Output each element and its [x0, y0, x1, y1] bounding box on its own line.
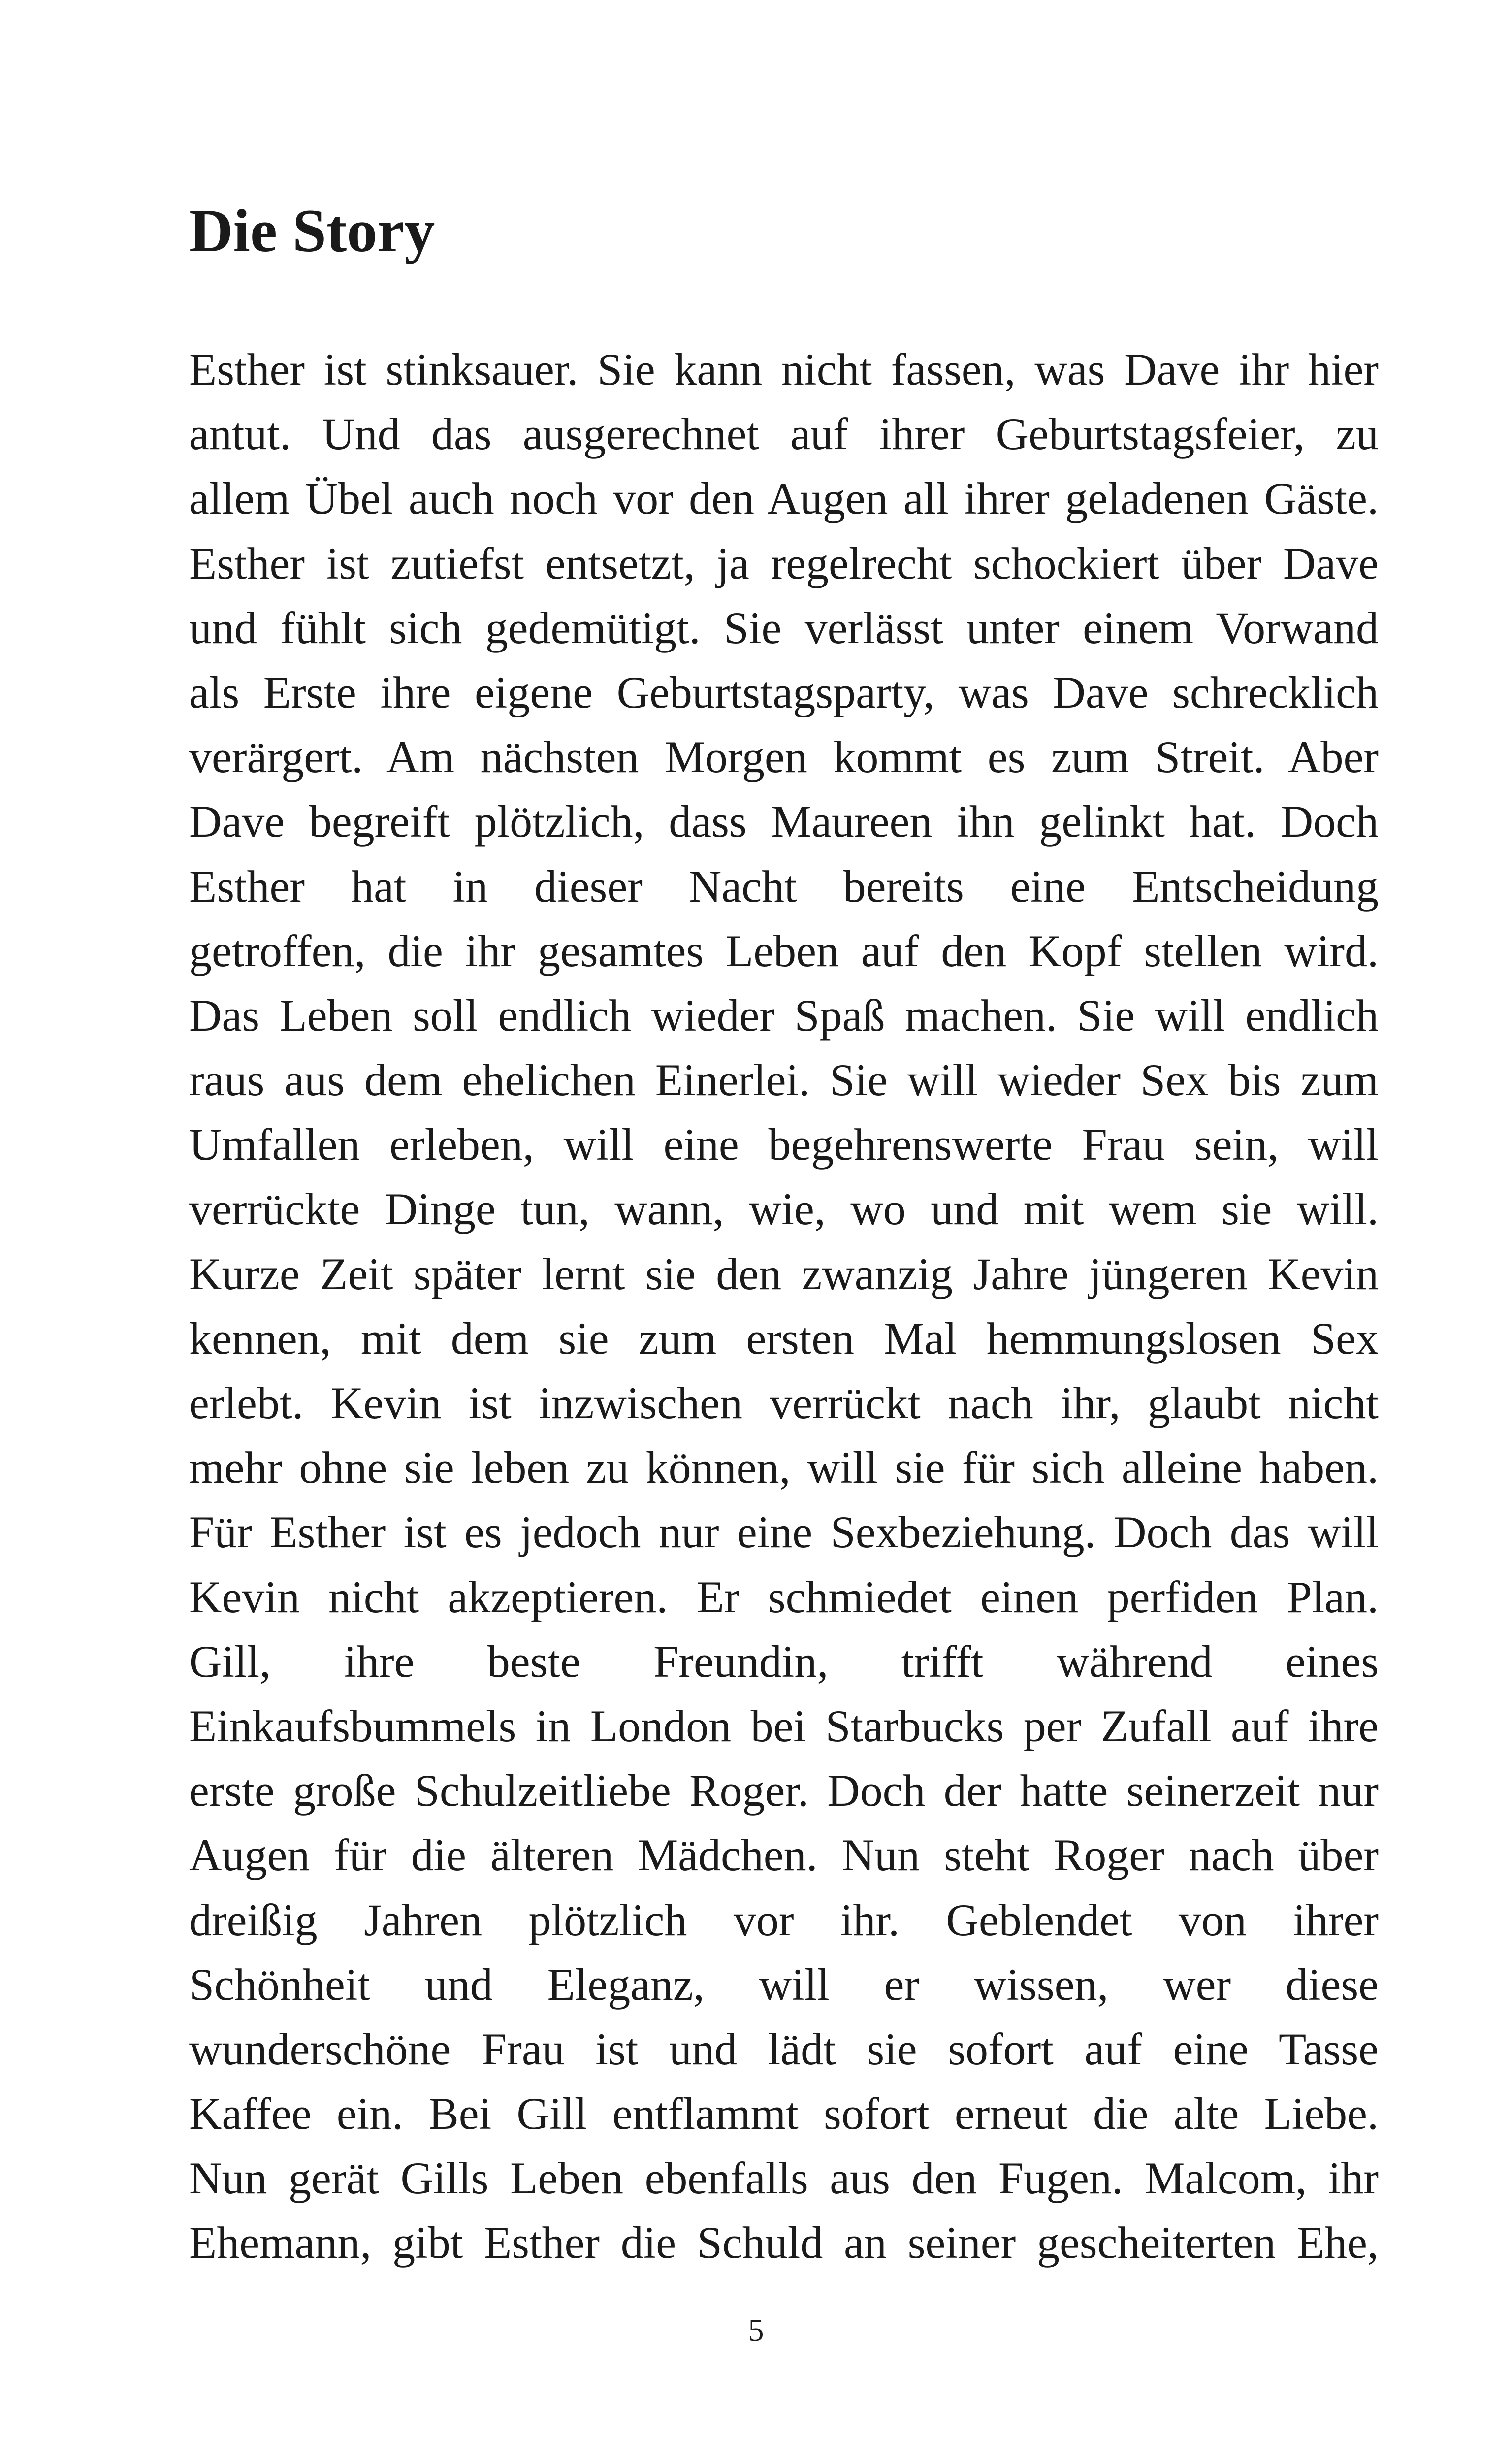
text-line: Esther hat in dieser Nacht bereits eine Entscheidung — [189, 861, 1379, 912]
body-text — [189, 337, 1379, 2276]
text-line: Für Esther ist es jedoch nur eine Sexbeziehung. Doch das will — [189, 1507, 1379, 1558]
text-line: antut. Und das ausgerechnet auf ihrer Geburtstagsfeier, zu — [189, 409, 1379, 459]
text-line: raus aus dem ehelichen Einerlei. Sie will wieder Sex bis zum — [189, 1055, 1379, 1106]
text-line: erlebt. Kevin ist inzwischen verrückt nach ihr, glaubt nicht — [189, 1378, 1379, 1428]
text-line: Gill, ihre beste Freundin, trifft während eines — [189, 1636, 1379, 1687]
page-number: 5 — [748, 2313, 764, 2347]
text-line: mehr ohne sie leben zu können, will sie für sich alleine haben. — [189, 1442, 1379, 1493]
text-line: Kevin nicht akzeptieren. Er schmiedet einen perfiden Plan. — [189, 1571, 1379, 1622]
text-line: getroffen, die ihr gesamtes Leben auf den Kopf stellen wird. — [189, 925, 1379, 976]
text-line: allem Übel auch noch vor den Augen all ihrer geladenen Gäste. — [189, 473, 1379, 524]
text-line: kennen, mit dem sie zum ersten Mal hemmungslosen Sex — [189, 1313, 1379, 1364]
text-line: verärgert. Am nächsten Morgen kommt es zum Streit. Aber — [189, 732, 1379, 782]
text-line: Ehemann, gibt Esther die Schuld an seiner gescheiterten Ehe, — [189, 2217, 1379, 2268]
text-line: als Erste ihre eigene Geburtstagsparty, was Dave schrecklich — [189, 667, 1379, 717]
text-line: Dave begreift plötzlich, dass Maureen ihn gelinkt hat. Doch — [189, 796, 1379, 847]
text-line: verrückte Dinge tun, wann, wie, wo und mit wem sie will. — [189, 1184, 1379, 1235]
text-line: und fühlt sich gedemütigt. Sie verlässt unter einem Vorwand — [189, 602, 1379, 653]
text-line: wunderschöne Frau ist und lädt sie sofort auf eine Tasse — [189, 2023, 1379, 2074]
text-line: erste große Schulzeitliebe Roger. Doch der hatte seinerzeit nur — [189, 1765, 1379, 1816]
text-line: Nun gerät Gills Leben ebenfalls aus den Fugen. Malcom, ihr — [189, 2153, 1379, 2204]
text-line: Schönheit und Eleganz, will er wissen, wer diese — [189, 1959, 1379, 2010]
text-line: Einkaufsbummels in London bei Starbucks per Zufall auf ihre — [189, 1700, 1379, 1751]
text-line: Esther ist zutiefst entsetzt, ja regelrecht schockiert über Dave — [189, 538, 1379, 588]
chapter-heading: Die Story — [189, 197, 435, 264]
text-line: Kurze Zeit später lernt sie den zwanzig Jahre jüngeren Kevin — [189, 1248, 1379, 1299]
text-line: Das Leben soll endlich wieder Spaß machen. Sie will endlich — [189, 990, 1379, 1041]
text-line: Augen für die älteren Mädchen. Nun steht Roger nach über — [189, 1830, 1379, 1881]
text-line: dreißig Jahren plötzlich vor ihr. Geblendet von ihrer — [189, 1894, 1379, 1945]
text-line: Kaffee ein. Bei Gill entflammt sofort erneut die alte Liebe. — [189, 2088, 1379, 2139]
text-line: Esther ist stinksauer. Sie kann nicht fassen, was Dave ihr hier — [189, 344, 1379, 394]
text-line: Umfallen erleben, will eine begehrenswerte Frau sein, will — [189, 1119, 1379, 1170]
